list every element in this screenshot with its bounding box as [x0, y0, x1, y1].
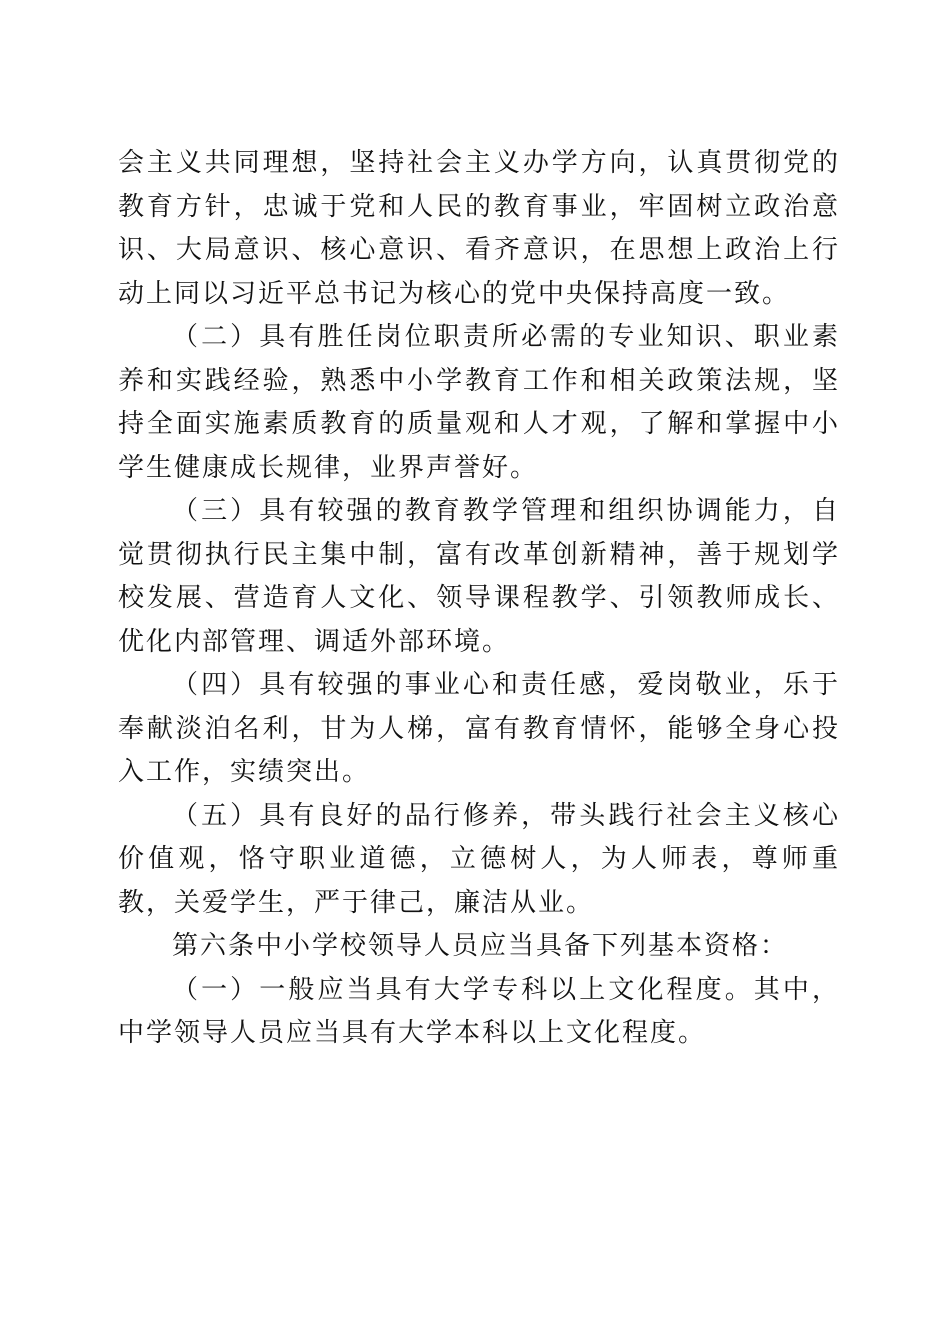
article-6-heading: 第六条中小学校领导人员应当具备下列基本资格： [172, 931, 789, 961]
document-body [118, 142, 840, 1056]
paragraph-item-2: （二）具有胜任岗位职责所必需的专业知识、职业素养和实践经验，熟悉中小学教育工作和相关政策法规，坚持全面实施素质教育的质量观和人才观，了解和掌握中小学生健康成长规律，业界声誉好。 [118, 322, 840, 483]
paragraph-item-5: （五）具有良好的品行修养，带头践行社会主义核心价值观，恪守职业道德，立德树人，为人师表，尊师重教，关爱学生，严于律己，廉洁从业。 [118, 800, 840, 918]
paragraph-item-4: （四）具有较强的事业心和责任感，爱岗敬业，乐于奉献淡泊名利，甘为人梯，富有教育情怀，能够全身心投入工作，实绩突出。 [118, 670, 840, 787]
paragraph-qualification-1: （一）一般应当具有大学专科以上文化程度。其中，中学领导人员应当具有大学本科以上文化程度。 [118, 974, 840, 1048]
paragraph-item-3: （三）具有较强的教育教学管理和组织协调能力，自觉贯彻执行民主集中制，富有改革创新精神，善于规划学校发展、营造育人文化、领导课程教学、引领教师成长、优化内部管理、调适外部环境。 [118, 496, 840, 657]
paragraph-continuation: 会主义共同理想，坚持社会主义办学方向，认真贯彻党的教育方针，忠诚于党和人民的教育事业，牢固树立政治意识、大局意识、核心意识、看齐意识，在思想上政治上行动上同以习近平总书记为核心的党中央保持高度一致。 [118, 148, 840, 309]
